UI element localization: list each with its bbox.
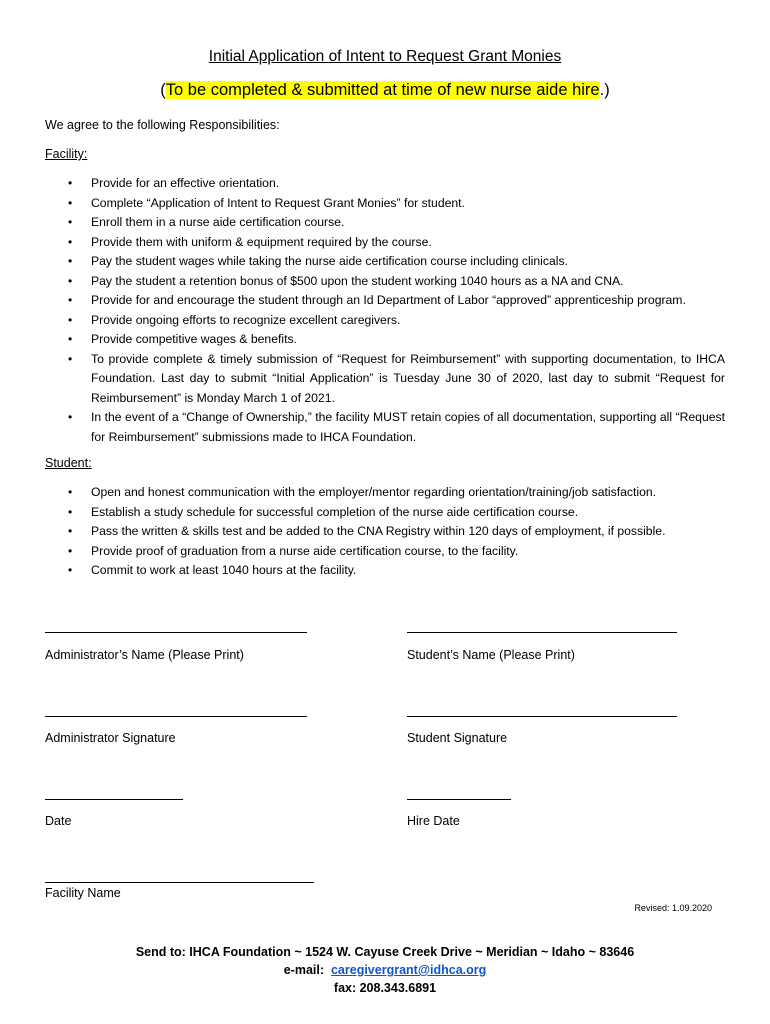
email-label: e-mail: (283, 963, 325, 977)
list-item: • In the event of a “Change of Ownership,” the facility MUST retain copies of all documentation, supporting all “Request for Reimbursement” submissions made to IHCA Foundation. (0, 408, 725, 447)
student-name-line[interactable] (407, 632, 677, 633)
list-item: • To provide complete & timely submission of “Request for Reimbursement” with supporting documentation, to IHCA Foundation. Last day to submit “Initial Application” is Tuesday June 30 of 2020, last day to submit “Request for Reimbursement” is Monday March 1 of 2021. (0, 350, 725, 409)
subtitle-open: ( (160, 81, 166, 99)
student-signature-label: Student Signature (407, 731, 508, 745)
fax-line: fax: 208.343.6891 (333, 981, 437, 995)
list-item: • Provide them with uniform & equipment required by the course. (0, 233, 725, 253)
subtitle-close: .) (599, 81, 610, 99)
admin-signature-label: Administrator Signature (45, 731, 176, 745)
list-item: • Commit to work at least 1040 hours at the facility. (0, 561, 725, 581)
list-item: • Enroll them in a nurse aide certification course. (0, 213, 725, 233)
date-line[interactable] (45, 799, 183, 800)
document-subtitle (0, 81, 770, 100)
list-item: • Provide for an effective orientation. (0, 174, 725, 194)
send-to-address: Send to: IHCA Foundation ~ 1524 W. Cayuse Creek Drive ~ Meridian ~ Idaho ~ 83646 (135, 945, 635, 959)
hire-date-label: Hire Date (407, 814, 460, 828)
student-signature-line[interactable] (407, 716, 677, 717)
list-item: • Pay the student wages while taking the nurse aide certification course including clinicals. (0, 252, 725, 272)
email-link[interactable]: caregivergrant@idhca.org (330, 963, 487, 977)
email-line (0, 963, 770, 977)
list-item: • Provide competitive wages & benefits. (0, 330, 725, 350)
facility-name-label: Facility Name (45, 886, 121, 900)
hire-date-line[interactable] (407, 799, 511, 800)
admin-name-label: Administrator’s Name (Please Print) (45, 648, 244, 662)
list-item: • Provide proof of graduation from a nurse aide certification course, to the facility. (0, 542, 725, 562)
date-label: Date (45, 814, 72, 828)
facility-name-line[interactable] (45, 882, 314, 883)
list-item: • Provide for and encourage the student through an Id Department of Labor “approved” apprenticeship program. (0, 291, 725, 311)
student-section-label: Student: (45, 456, 92, 470)
student-name-label: Student’s Name (Please Print) (407, 648, 575, 662)
list-item: • Provide ongoing efforts to recognize excellent caregivers. (0, 311, 725, 331)
facility-responsibilities-list (0, 174, 725, 447)
responsibilities-intro: We agree to the following Responsibilities: (45, 118, 280, 132)
list-item: • Pay the student a retention bonus of $500 upon the student working 1040 hours as a NA and CNA. (0, 272, 725, 292)
admin-name-line[interactable] (45, 632, 307, 633)
list-item: • Pass the written & skills test and be added to the CNA Registry within 120 days of employment, if possible. (0, 522, 725, 542)
list-item: • Establish a study schedule for successful completion of the nurse aide certification course. (0, 503, 725, 523)
list-item: • Open and honest communication with the employer/mentor regarding orientation/training/job satisfaction. (0, 483, 725, 503)
facility-section-label: Facility: (45, 147, 88, 161)
admin-signature-line[interactable] (45, 716, 307, 717)
revised-date: Revised: 1.09.2020 (634, 903, 712, 913)
list-item: • Complete “Application of Intent to Request Grant Monies” for student. (0, 194, 725, 214)
student-responsibilities-list (0, 483, 725, 581)
subtitle-highlight: To be completed & submitted at time of new nurse aide hire (165, 81, 600, 99)
document-title: Initial Application of Intent to Request Grant Monies (208, 48, 562, 65)
